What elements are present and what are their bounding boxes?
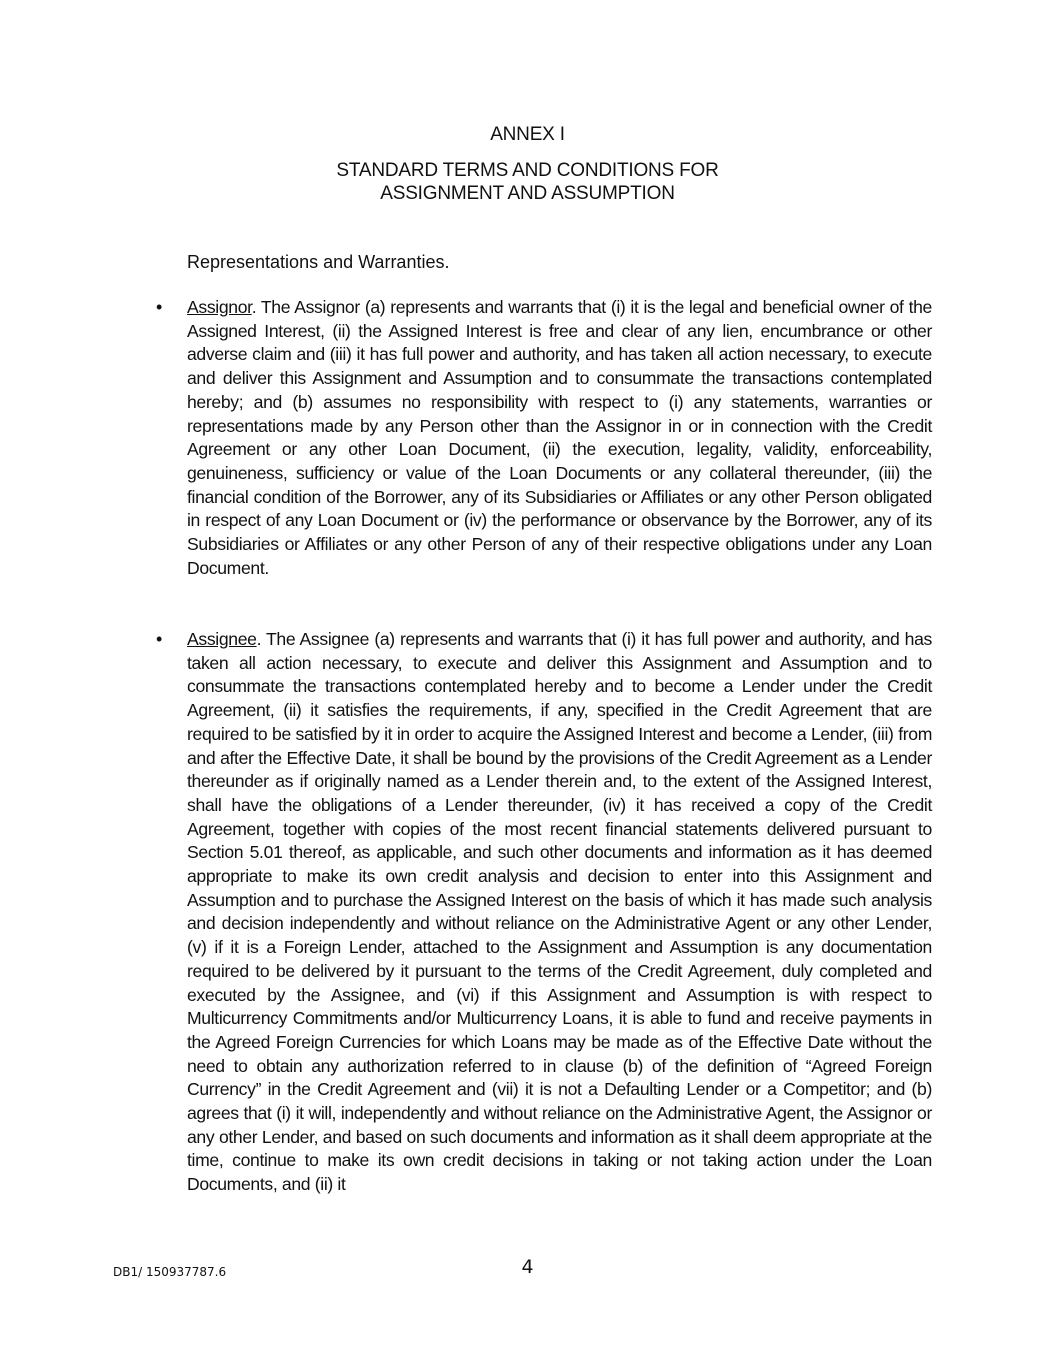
bullet-icon: • (156, 297, 162, 317)
page-number: 4 (521, 1256, 534, 1278)
item-text: . The Assignee (a) represents and warrants that (i) it has full power and authority, and has taken all action necessary, to execute and deliver this Assignment and Assumption and to consummate the transactions contemplated hereby and to become a Lender under the Credit Agreement, (ii) it satisfies the requirements, if any, specified in the Credit Agreement that are required to be satisfied by it in order to acquire the Assigned Interest and become a Lender, (iii) from and after the Effective Date, it shall be bound by the provisions of the Credit Agreement as a Lender thereunder as if originally named as a Lender therein and, to the extent of the Assigned Interest, shall have the obligations of a Lender thereunder, (iv) it has received a copy of the Credit Agreement, together with copies of the most recent financial statements delivered pursuant to Section 5.01 thereof, as applicable, and such other documents and information as it has deemed appropriate to make its own credit analysis and decision to enter into this Assignment and Assumption and to purchase the Assigned Interest on the basis of which it has made such analysis and decision independently and without reliance on the Administrative Agent or any other Lender, (v) if it is a Foreign Lender, attached to the Assignment and Assumption is any documentation required to be delivered by it pursuant to the terms of the Credit Agreement, duly completed and executed by the Assignee, and (vi) if this Assignment and Assumption is with respect to Multicurrency Commitments and/or Multicurrency Loans, it is able to fund and receive payments in the Agreed Foreign Currencies for which Loans may be made as of the Effective Date without the need to obtain any authorization referred to in clause (b) of the definition of “Agreed Foreign Currency” in the Credit Agreement and (vii) it is not a Defaulting Lender or a Competitor; and (b) agrees that (i) it will, independently and without reliance on the Administrative Agent, the Assignor or any other Lender, and based on such documents and information as it shall deem appropriate at the time, continue to make its own credit decisions in taking or not taking action under the Loan Documents, and (ii) it (187, 629, 932, 1195)
title-line-1: STANDARD TERMS AND CONDITIONS FOR (336, 160, 719, 181)
list-item-assignee (156, 628, 932, 1197)
title-line-2: ASSIGNMENT AND ASSUMPTION (380, 183, 675, 204)
list-item-assignor (156, 296, 932, 580)
document-id: DB1/ 150937787.6 (113, 1265, 227, 1279)
item-label: Assignee (187, 629, 257, 649)
item-text: . The Assignor (a) represents and warrants that (i) it is the legal and beneficial owner of the Assigned Interest, (ii) the Assigned Interest is free and clear of any lien, encumbrance or other adverse claim and (iii) it has full power and authority, and has taken all action necessary, to execute and deliver this Assignment and Assumption and to consummate the transactions contemplated hereby; and (b) assumes no responsibility with respect to (i) any statements, warranties or representations made by any Person other than the Assignor in or in connection with the Credit Agreement or any other Loan Document, (ii) the execution, legality, validity, enforceability, genuineness, sufficiency or value of the Loan Documents or any collateral thereunder, (iii) the financial condition of the Borrower, any of its Subsidiaries or Affiliates or any other Person obligated in respect of any Loan Document or (iv) the performance or observance by the Borrower, any of its Subsidiaries or Affiliates or any other Person of any of their respective obligations under any Loan Document. (187, 297, 932, 578)
bullet-icon: • (156, 629, 162, 649)
section-heading: Representations and Warranties. (187, 252, 450, 272)
annex-label: ANNEX I (490, 124, 565, 145)
item-label: Assignor (187, 297, 252, 317)
